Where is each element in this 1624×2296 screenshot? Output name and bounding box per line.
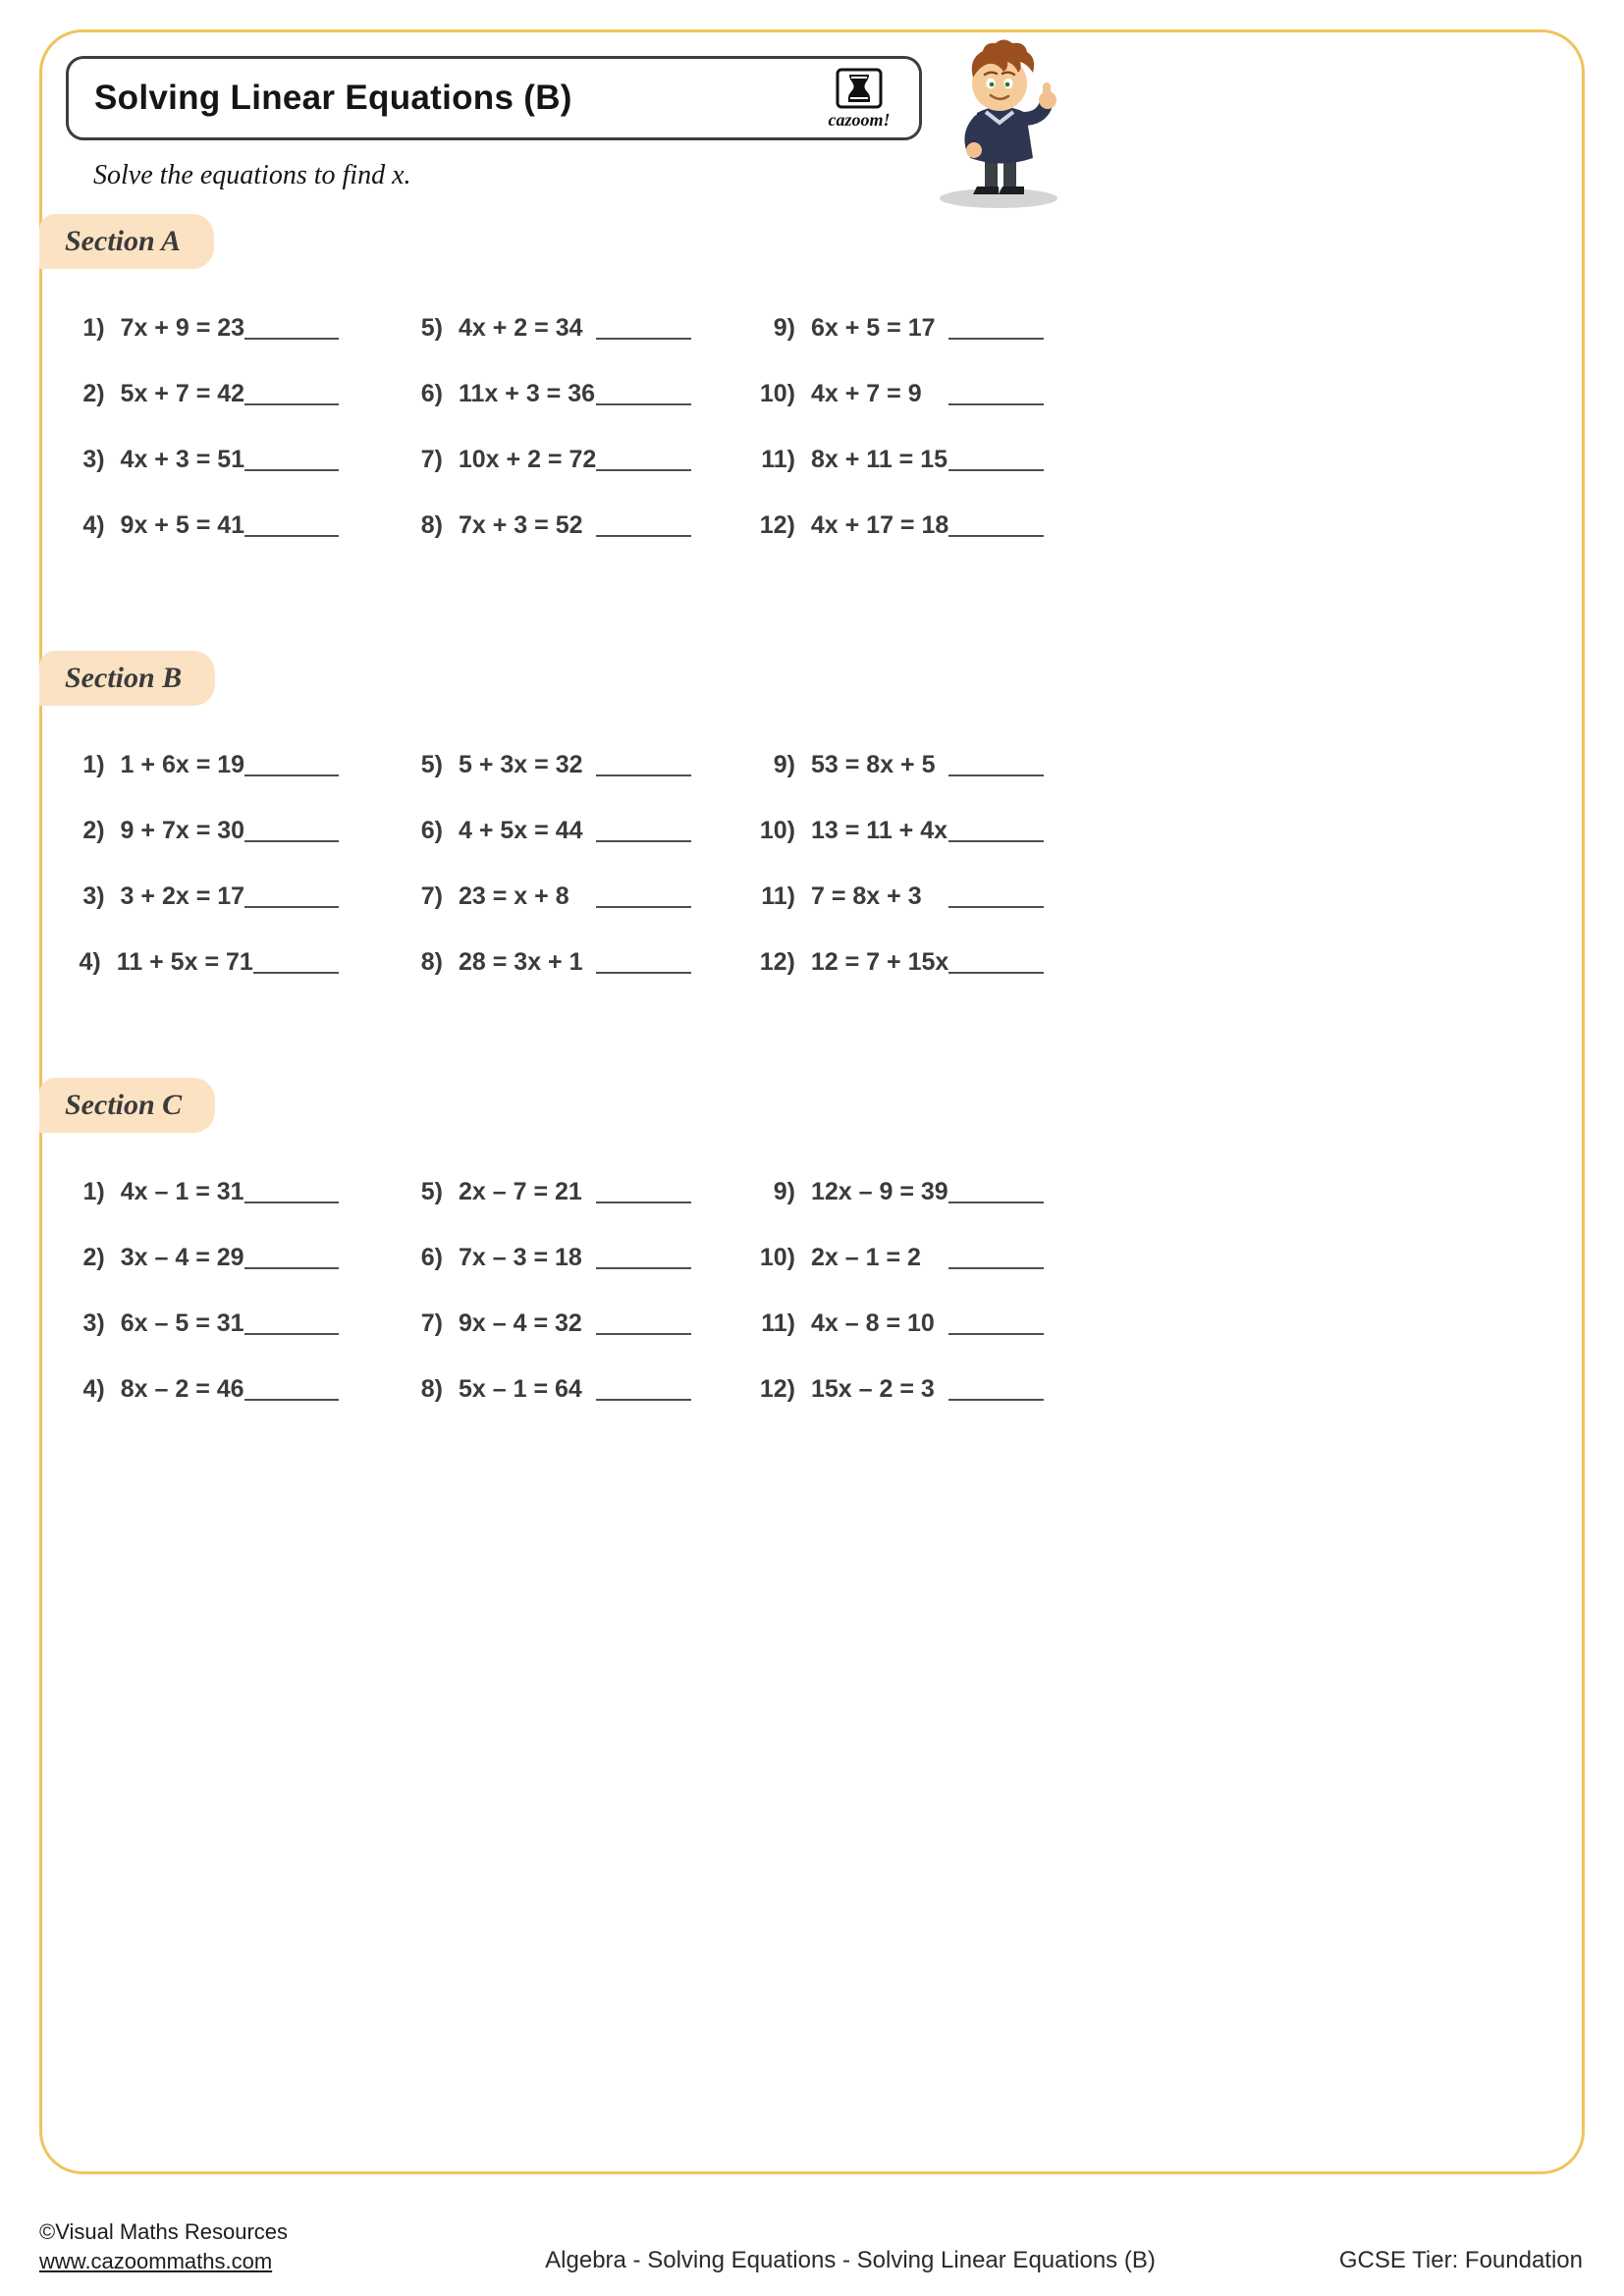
problem-row: [754, 445, 1044, 475]
equation-text: 2x – 1 = 2: [811, 1243, 921, 1271]
tier-text: GCSE Tier: Foundation: [1338, 2247, 1583, 2273]
problems-grid: [64, 1159, 1582, 1422]
answer-line[interactable]: [948, 535, 1044, 537]
problem-number: 9): [773, 750, 795, 778]
sections-container: [42, 32, 1582, 2171]
problem-number: 11): [761, 445, 795, 473]
problem-number: 2): [82, 379, 105, 407]
equation-text: 8x – 2 = 46: [120, 1374, 244, 1403]
problem-row: [754, 1243, 1044, 1273]
problem-row: [754, 881, 1044, 912]
problem-row: [754, 1177, 1044, 1207]
answer-line[interactable]: [948, 1201, 1044, 1203]
problem-row: [64, 947, 339, 978]
equation-text: 15x – 2 = 3: [811, 1374, 935, 1403]
equation-text: 4x – 8 = 10: [811, 1308, 935, 1337]
problem-number: 11): [761, 1308, 795, 1337]
equation-text: 4x + 17 = 18: [810, 510, 949, 539]
equation-text: 10x + 2 = 72: [458, 445, 597, 473]
equation-text: 11x + 3 = 36: [459, 379, 596, 407]
problem-number: 7): [420, 881, 443, 910]
equation-text: 12 = 7 + 15x: [810, 947, 949, 976]
problem-number: 1): [82, 1177, 105, 1205]
problem-row: [402, 379, 691, 409]
problem-row: [754, 750, 1044, 780]
problem-number: 7): [420, 445, 443, 473]
problem-row: [402, 1374, 691, 1405]
problem-row: [64, 1308, 339, 1339]
problem-row: [754, 379, 1044, 409]
answer-line[interactable]: [596, 403, 691, 405]
worksheet-section: [42, 651, 1582, 995]
section-label: Section A: [39, 214, 214, 269]
answer-line[interactable]: [596, 1333, 691, 1335]
problem-number: 5): [420, 1177, 443, 1205]
equation-text: 3x – 4 = 29: [120, 1243, 244, 1271]
equation-text: 6x + 5 = 17: [811, 313, 936, 342]
problem-row: [64, 445, 339, 475]
problem-number: 5): [420, 313, 443, 342]
answer-line[interactable]: [596, 338, 691, 340]
instruction-text: Solve the equations to find x.: [93, 160, 411, 190]
answer-line[interactable]: [596, 972, 691, 974]
answer-line[interactable]: [596, 1267, 691, 1269]
equation-text: 9x + 5 = 41: [120, 510, 245, 539]
answer-line[interactable]: [596, 469, 691, 471]
problem-number: 9): [773, 1177, 795, 1205]
answer-line[interactable]: [596, 774, 691, 776]
answer-line[interactable]: [244, 469, 339, 471]
answer-line[interactable]: [948, 1399, 1044, 1401]
answer-line[interactable]: [948, 469, 1044, 471]
problem-number: 1): [82, 750, 105, 778]
equation-text: 5x + 7 = 42: [120, 379, 245, 407]
problem-number: 2): [82, 1243, 105, 1271]
problem-row: [64, 816, 339, 846]
equation-text: 3 + 2x = 17: [120, 881, 245, 910]
problem-row: [754, 313, 1044, 344]
answer-line[interactable]: [948, 840, 1044, 842]
answer-line[interactable]: [948, 338, 1044, 340]
problem-number: 6): [420, 379, 443, 407]
problem-row: [64, 379, 339, 409]
problem-number: 2): [82, 816, 105, 844]
equation-text: 53 = 8x + 5: [811, 750, 936, 778]
problem-number: 4): [82, 510, 105, 539]
equation-text: 4x + 7 = 9: [811, 379, 922, 407]
answer-line[interactable]: [244, 774, 339, 776]
section-label: Section B: [39, 651, 215, 706]
problem-number: 12): [759, 947, 795, 976]
problems-grid: [64, 732, 1582, 995]
answer-line[interactable]: [244, 1267, 339, 1269]
problem-number: 9): [773, 313, 795, 342]
equation-text: 7x – 3 = 18: [459, 1243, 582, 1271]
breadcrumb-text: Algebra - Solving Equations - Solving Linear Equations (B): [545, 2247, 1156, 2273]
problem-row: [754, 510, 1044, 541]
problem-row: [402, 1308, 691, 1339]
website-link[interactable]: www.cazoommaths.com: [39, 2249, 273, 2273]
logo-text: cazoom!: [828, 110, 891, 130]
equation-text: 13 = 11 + 4x: [811, 816, 948, 844]
problem-row: [64, 1374, 339, 1405]
answer-line[interactable]: [948, 1333, 1044, 1335]
equation-text: 28 = 3x + 1: [459, 947, 583, 976]
worksheet-section: [42, 214, 1582, 559]
problem-number: 10): [759, 379, 795, 407]
equation-text: 7x + 9 = 23: [120, 313, 245, 342]
problem-row: [754, 1374, 1044, 1405]
answer-line[interactable]: [244, 1399, 339, 1401]
problem-row: [754, 1308, 1044, 1339]
equation-text: 5 + 3x = 32: [459, 750, 583, 778]
answer-line[interactable]: [244, 403, 339, 405]
problem-row: [402, 947, 691, 978]
equation-text: 12x – 9 = 39: [811, 1177, 948, 1205]
problem-number: 3): [82, 1308, 105, 1337]
answer-line[interactable]: [596, 840, 691, 842]
answer-line[interactable]: [948, 403, 1044, 405]
problem-number: 8): [420, 510, 443, 539]
answer-line[interactable]: [244, 906, 339, 908]
footer: [39, 2219, 1583, 2274]
equation-text: 11 + 5x = 71: [116, 947, 253, 976]
answer-line[interactable]: [596, 906, 691, 908]
problem-row: [402, 313, 691, 344]
problem-row: [754, 816, 1044, 846]
answer-line[interactable]: [244, 840, 339, 842]
answer-line[interactable]: [253, 972, 339, 974]
problem-row: [754, 947, 1044, 978]
problem-number: 1): [82, 313, 105, 342]
problem-number: 5): [420, 750, 443, 778]
problem-row: [402, 1177, 691, 1207]
equation-text: 8x + 11 = 15: [811, 445, 948, 473]
problem-number: 12): [759, 510, 795, 539]
problem-row: [402, 750, 691, 780]
answer-line[interactable]: [244, 338, 339, 340]
equation-text: 23 = x + 8: [459, 881, 569, 910]
equation-text: 5x – 1 = 64: [459, 1374, 582, 1403]
problem-number: 3): [82, 881, 105, 910]
page-title: Solving Linear Equations (B): [94, 79, 572, 117]
problem-number: 7): [420, 1308, 443, 1337]
problem-row: [402, 510, 691, 541]
equation-text: 9x – 4 = 32: [459, 1308, 582, 1337]
section-label: Section C: [39, 1078, 215, 1133]
problem-row: [64, 881, 339, 912]
equation-text: 4x + 2 = 34: [459, 313, 583, 342]
problem-row: [64, 313, 339, 344]
equation-text: 6x – 5 = 31: [120, 1308, 244, 1337]
equation-text: 7 = 8x + 3: [811, 881, 922, 910]
equation-text: 4x + 3 = 51: [120, 445, 245, 473]
footer-left: [39, 2219, 403, 2274]
answer-line[interactable]: [244, 535, 339, 537]
problem-row: [402, 816, 691, 846]
equation-text: 4 + 5x = 44: [459, 816, 583, 844]
answer-line[interactable]: [596, 1201, 691, 1203]
problem-number: 10): [759, 816, 795, 844]
problems-grid: [64, 295, 1582, 559]
answer-line[interactable]: [948, 906, 1044, 908]
problem-number: 4): [82, 1374, 105, 1403]
problem-number: 6): [420, 816, 443, 844]
equation-text: 2x – 7 = 21: [459, 1177, 582, 1205]
problem-number: 4): [79, 947, 101, 976]
equation-text: 4x – 1 = 31: [120, 1177, 244, 1205]
problem-number: 10): [759, 1243, 795, 1271]
border-frame: [39, 29, 1585, 2174]
equation-text: 7x + 3 = 52: [459, 510, 583, 539]
problem-row: [64, 1177, 339, 1207]
problem-row: [64, 750, 339, 780]
problem-row: [402, 881, 691, 912]
answer-line[interactable]: [948, 1267, 1044, 1269]
answer-line[interactable]: [244, 1201, 339, 1203]
problem-row: [402, 1243, 691, 1273]
problem-row: [402, 445, 691, 475]
answer-line[interactable]: [596, 535, 691, 537]
copyright-text: ©Visual Maths Resources: [39, 2219, 289, 2244]
answer-line[interactable]: [948, 774, 1044, 776]
equation-text: 1 + 6x = 19: [120, 750, 245, 778]
problem-row: [64, 510, 339, 541]
problem-number: 12): [759, 1374, 795, 1403]
problem-number: 11): [761, 881, 795, 910]
problem-number: 6): [420, 1243, 443, 1271]
problem-number: 8): [420, 947, 443, 976]
answer-line[interactable]: [596, 1399, 691, 1401]
answer-line[interactable]: [244, 1333, 339, 1335]
answer-line[interactable]: [948, 972, 1044, 974]
worksheet-section: [42, 1078, 1582, 1422]
problem-number: 3): [82, 445, 105, 473]
problem-row: [64, 1243, 339, 1273]
problem-number: 8): [420, 1374, 443, 1403]
equation-text: 9 + 7x = 30: [120, 816, 245, 844]
